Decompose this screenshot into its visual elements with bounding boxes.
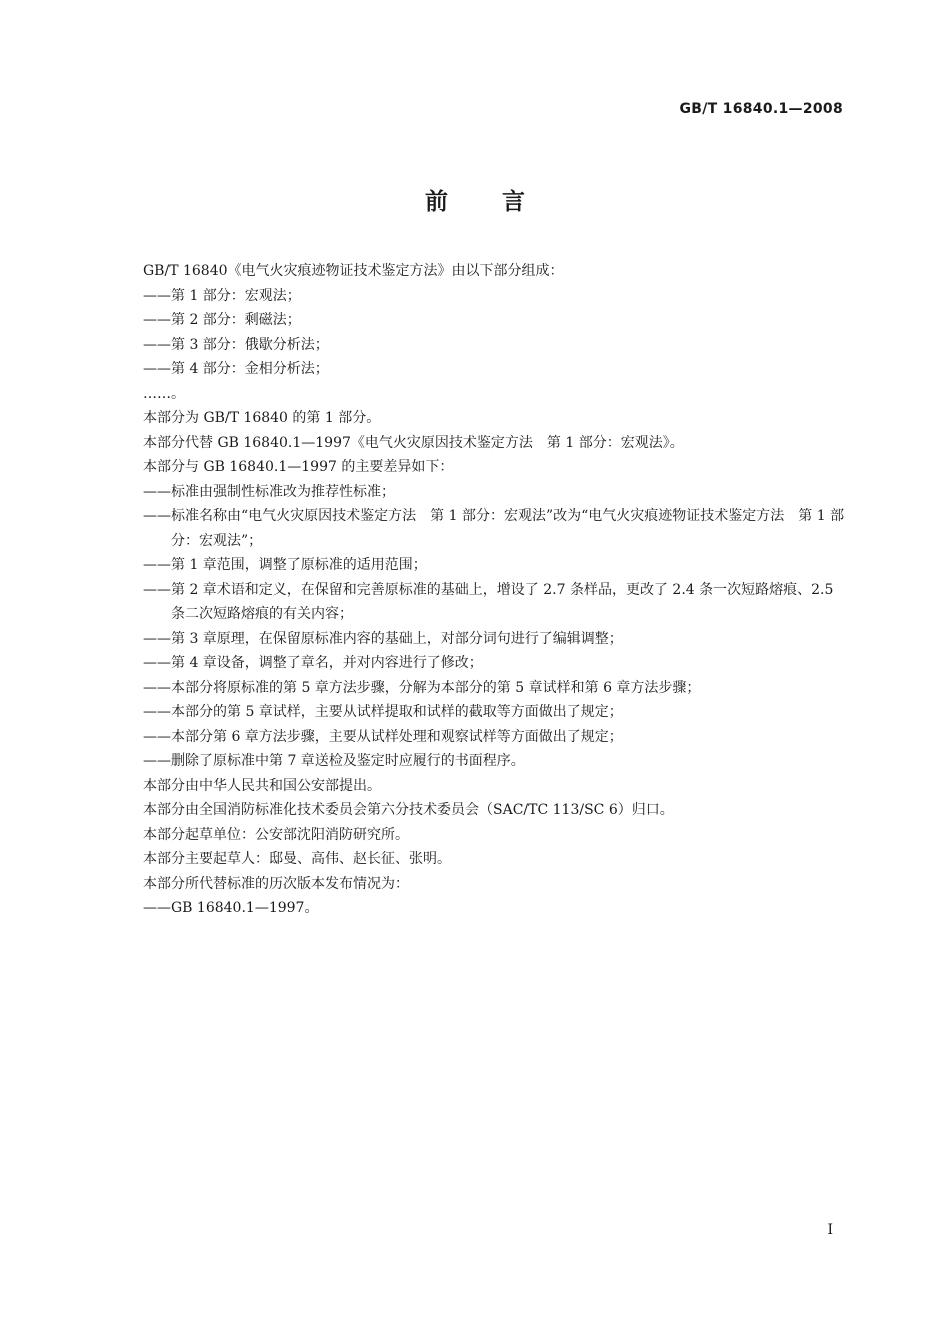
list-item: ——标准由强制性标准改为推荐性标准；	[143, 483, 395, 500]
list-item: ——本部分第 6 章方法步骤，主要从试样处理和观察试样等方面做出了规定；	[143, 728, 623, 745]
paragraph-line: 本部分所代替标准的历次版本发布情况为：	[143, 875, 409, 892]
list-item: ——本部分将原标准的第 5 章方法步骤，分解为本部分的第 5 章试样和第 6 章方法步骤；	[143, 679, 701, 696]
paragraph-line: 本部分起草单位：公安部沈阳消防研究所。	[143, 826, 409, 843]
list-item: ……。	[143, 385, 185, 402]
foreword-body	[143, 259, 845, 921]
list-item: ——删除了原标准中第 7 章送检及鉴定时应履行的书面程序。	[143, 753, 525, 769]
list-item: ——第 3 部分：俄歇分析法；	[143, 336, 329, 353]
list-item: ——标准名称由“电气火灾原因技术鉴定方法 第 1 部分：宏观法”改为“电气火灾痕迹物证技术鉴定方法 第 1 部分：宏观法”；	[143, 508, 845, 549]
paragraph-line: 本部分由中华人民共和国公安部提出。	[143, 777, 381, 794]
paragraph-line: 本部分主要起草人：邸曼、高伟、赵长征、张明。	[143, 851, 451, 867]
page-number: I	[827, 1222, 833, 1238]
list-item: ——本部分的第 5 章试样，主要从试样提取和试样的截取等方面做出了规定；	[143, 704, 623, 720]
list-item: ——第 4 章设备，调整了章名，并对内容进行了修改；	[143, 655, 483, 671]
list-item: ——第 1 章范围，调整了原标准的适用范围；	[143, 557, 427, 573]
page-title: 前言	[425, 189, 579, 215]
paragraph-line: 本部分与 GB 16840.1—1997 的主要差异如下：	[143, 459, 454, 475]
list-item: ——第 2 章术语和定义，在保留和完善原标准的基础上，增设了 2.7 条样品，更改了 2.4 条一次短路熔痕、2.5 条二次短路熔痕的有关内容；	[143, 581, 834, 622]
list-item: ——第 1 部分：宏观法；	[143, 287, 301, 304]
standard-code: GB/T 16840.1—2008	[679, 101, 843, 117]
list-item: ——第 2 部分：剩磁法；	[143, 312, 301, 328]
paragraph-line: 本部分为 GB/T 16840 的第 1 部分。	[143, 410, 381, 426]
paragraph-line: 本部分代替 GB 16840.1—1997《电气火灾原因技术鉴定方法 第 1 部分：宏观法》。	[143, 434, 684, 451]
list-item: ——第 4 部分：金相分析法；	[143, 361, 329, 377]
paragraph-line: GB/T 16840《电气火灾痕迹物证技术鉴定方法》由以下部分组成：	[143, 263, 564, 279]
paragraph-line: 本部分由全国消防标准化技术委员会第六分技术委员会（SAC/TC 113/SC 6）归口。	[143, 802, 674, 818]
list-item: ——GB 16840.1—1997。	[143, 900, 319, 916]
list-item: ——第 3 章原理，在保留原标准内容的基础上，对部分词句进行了编辑调整；	[143, 630, 623, 647]
